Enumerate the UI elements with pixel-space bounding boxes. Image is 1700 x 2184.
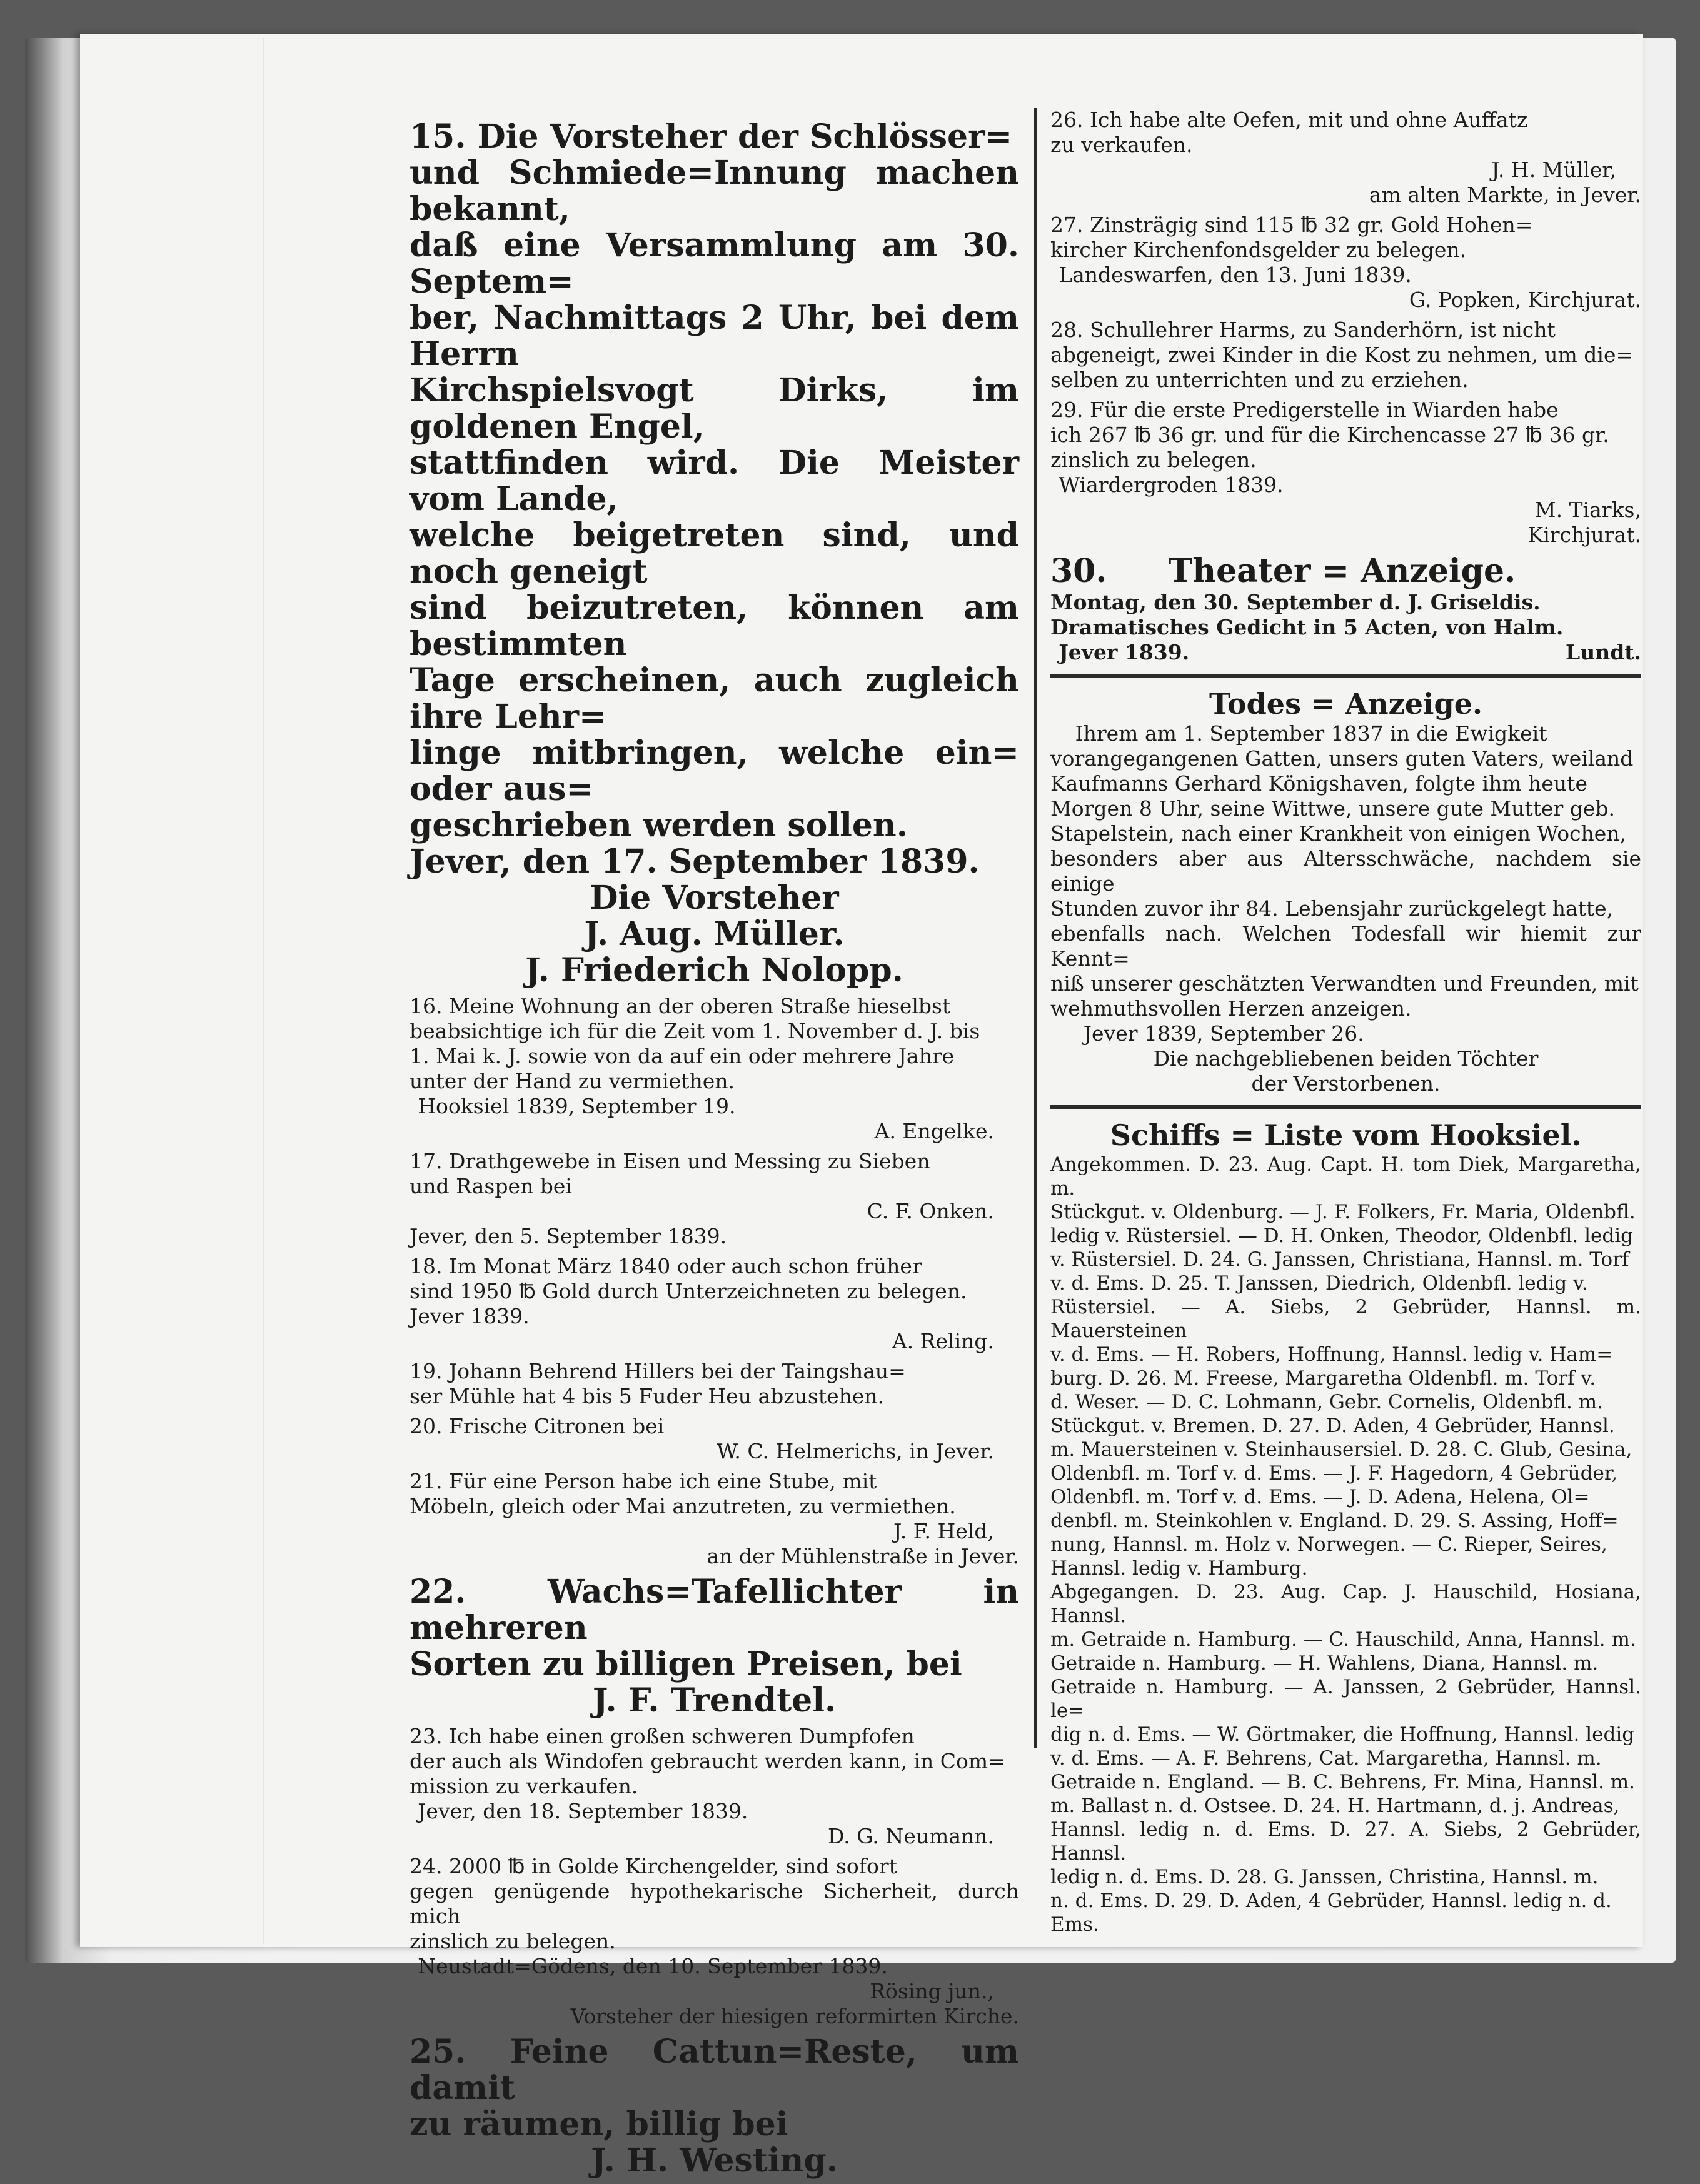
notice-date: Hooksiel 1839, September 19. [418,1094,736,1118]
notice-28 [1050,318,1641,393]
page-fold [263,38,264,1944]
notice-text: Stunden zuvor ihr 84. Lebensjahr zurückgelegt hatte, [1050,896,1614,921]
notice-text: 27. Zinsträgig sind 115 ℔ 32 gr. Gold Hohen= [1050,213,1533,237]
notice-date: Landeswarfen, den 13. Juni 1839. [1059,263,1412,287]
notice-text: Morgen 8 Uhr, seine Wittwe, unsere gute Mutter geb. [1050,796,1616,821]
notice-text: wehmuthsvollen Herzen anzeigen. [1050,996,1412,1021]
ship-list-line: Hannsl. ledig v. Hamburg. [1050,1557,1308,1580]
notice-text: zu räumen, billig bei [410,2105,788,2143]
notice-address: an der Mühlenstraße in Jever. [707,1544,1019,1568]
ship-list-line: Angekommen. D. 23. Aug. Capt. H. tom Diek, Margaretha, m. [1050,1153,1641,1200]
notice-text: gegen genügende hypothekarische Sicherheit, durch mich [410,1879,1019,1928]
notice-date: Jever, den 5. September 1839. [410,1224,727,1248]
notice-text: abgeneigt, zwei Kinder in die Kost zu nehmen, um die= [1050,343,1634,367]
notice-27 [1050,213,1641,313]
notice-text: Kirchspielsvogt Dirks, im goldenen Engel, [410,371,1019,446]
notice-date: Jever, den 18. September 1839. [418,1799,748,1823]
notice-text: ich 267 ℔ 36 gr. und für die Kirchencasse 27 ℔ 36 gr. [1050,423,1609,447]
notice-15 [410,119,1019,989]
notice-text: geschrieben werden sollen. [410,806,908,844]
notice-text: sind 1950 ℔ Gold durch Unterzeichneten zu belegen. [410,1279,967,1303]
notice-text: daß eine Versammlung am 30. Septem= [410,226,1019,301]
notice-signature: W. C. Helmerichs, in Jever. [717,1439,994,1463]
notice-signature: J. H. Westing. [591,2141,838,2180]
ship-list-line: m. Ballast n. d. Ostsee. D. 24. H. Hartmann, d. j. Andreas, [1050,1795,1620,1817]
section-rule [1050,674,1641,678]
ship-list-line: v. d. Ems. — H. Robers, Hoffnung, Hannsl. ledig v. Ham= [1050,1343,1613,1366]
notice-text: selben zu unterrichten und zu erziehen. [1050,368,1469,392]
notice-address: Vorsteher der hiesigen reformirten Kirche. [570,2004,1019,2028]
notice-signature: A. Reling. [892,1329,994,1353]
notice-text: 16. Meine Wohnung an der oberen Straße hieselbst [410,994,951,1018]
notice-signature: J. F. Held, [893,1519,994,1543]
notice-23 [410,1724,1019,1849]
notice-text: unter der Hand zu vermiethen. [410,1069,735,1093]
notice-text: Tage erscheinen, auch zugleich ihre Lehr= [410,661,1019,736]
notice-29 [1050,398,1641,548]
notice-text: 21. Für eine Person habe ich eine Stube, mit [410,1469,877,1493]
ship-list-line: Getraide n. Hamburg. — H. Wahlens, Diana, Hannsl. m. [1050,1652,1599,1675]
notice-text: niß unserer geschätzten Verwandten und Freunden, mit [1050,971,1639,996]
notice-text: welche beigetreten sind, und noch geneigt [410,516,1019,591]
notice-text: und Raspen bei [410,1174,572,1198]
notice-19 [410,1359,1019,1409]
ship-list-line: nung, Hannsl. m. Holz v. Norwegen. — C. Rieper, Seires, [1050,1533,1607,1556]
notice-text: 23. Ich habe einen großen schweren Dumpfofen [410,1724,915,1748]
notice-signature: C. F. Onken. [867,1199,994,1223]
notice-text: besonders aber aus Altersschwäche, nachdem sie einige [1050,846,1641,896]
notice-26 [1050,108,1641,208]
ship-list-line: Oldenbfl. m. Torf v. d. Ems. — J. D. Adena, Helena, Ol= [1050,1486,1590,1508]
notice-signature: Rösing jun., [870,1979,994,2003]
notice-text: vorangegangenen Gatten, unsers guten Vaters, weiland [1050,746,1634,771]
notice-text: 25. Feine Cattun=Reste, um damit [410,2033,1019,2107]
notice-text: zu verkaufen. [1050,133,1193,157]
ship-list-line: v. Rüstersiel. D. 24. G. Janssen, Christiana, Hannsl. m. Torf [1050,1248,1629,1271]
notice-date: Neustadt=Gödens, den 10. September 1839. [418,1954,888,1978]
section-title: Schiffs = Liste vom Hooksiel. [1110,1118,1582,1152]
ship-list-line: n. d. Ems. D. 29. D. Aden, 4 Gebrüder, Hannsl. ledig n. d. [1050,1890,1612,1912]
notice-text: 17. Drathgewebe in Eisen und Messing zu Sieben [410,1149,930,1173]
ship-list-line: Oldenbfl. m. Torf v. d. Ems. — J. F. Hagedorn, 4 Gebrüder, [1050,1462,1618,1485]
notice-20 [410,1414,1019,1464]
notice-text: 29. Für die erste Predigerstelle in Wiarden habe [1050,398,1559,422]
notice-text: Möbeln, gleich oder Mai anzutreten, zu vermiethen. [410,1494,956,1518]
theater-heading [1050,553,1641,590]
notice-22 [410,1574,1019,1719]
notice-text: 1. Mai k. J. sowie von da auf ein oder mehrere Jahre [410,1044,955,1068]
notice-text: Ihrem am 1. September 1837 in die Ewigkeit [1075,721,1547,746]
notice-signature: A. Engelke. [874,1119,994,1143]
notice-text: 19. Johann Behrend Hillers bei der Taingshau= [410,1359,906,1383]
notice-signature: M. Tiarks, [1534,498,1641,522]
notice-signature: Die Vorsteher [590,879,839,917]
notice-text: 22. Wachs=Tafellichter in mehreren [410,1573,1019,1647]
column-divider [1034,108,1037,1748]
notice-18 [410,1254,1019,1354]
notice-date: Wiardergroden 1839. [1059,473,1284,497]
notice-title: Theater = Anzeige. [1168,552,1516,590]
notice-text: Sorten zu billigen Preisen, bei [410,1645,962,1683]
notice-16 [410,994,1019,1144]
notice-signature: J. H. Müller, [1491,158,1616,182]
notice-text: Stapelstein, nach einer Krankheit von einigen Wochen, [1050,821,1627,846]
notice-text: 18. Im Monat März 1840 oder auch schon früher [410,1254,922,1278]
ship-list-line: Hannsl. ledig n. d. Ems. D. 27. A. Siebs, 2 Gebrüder, Hannsl. [1050,1818,1641,1865]
notice-text: beabsichtige ich für die Zeit vom 1. November d. J. bis [410,1019,980,1043]
ship-list-line: denbfl. m. Steinkohlen v. England. D. 29. S. Assing, Hoff= [1050,1510,1619,1532]
section-rule [1050,1105,1641,1109]
death-notice [1050,686,1641,1096]
notice-text: und Schmiede=Innung machen bekannt, [410,154,1019,228]
notice-text: zinslich zu belegen. [1050,448,1257,472]
ship-list [1050,1118,1641,1936]
section-title: Todes = Anzeige. [1209,687,1482,721]
ship-list-line: v. d. Ems. D. 25. T. Janssen, Diedrich, Oldenbfl. ledig v. [1050,1272,1588,1295]
theater-notice [1050,553,1641,665]
notice-text: stattfinden wird. Die Meister vom Lande, [410,444,1019,518]
notice-text: Kaufmanns Gerhard Königshaven, folgte ihm heute [1050,771,1587,796]
ship-list-line: m. Mauersteinen v. Steinhausersiel. D. 28. C. Glub, Gesina, [1050,1438,1632,1461]
notice-text: mission zu verkaufen. [410,1774,638,1798]
notice-signature: Die nachgebliebenen beiden Töchter [1153,1046,1539,1071]
notice-signature: D. G. Neumann. [827,1824,994,1848]
notice-text: linge mitbringen, welche ein= oder aus= [410,734,1019,808]
notice-text: 24. 2000 ℔ in Golde Kirchengelder, sind sofort [410,1854,897,1878]
notice-text: zinslich zu belegen. [410,1929,616,1953]
notice-signature: G. Popken, Kirchjurat. [1409,288,1641,312]
notice-text: 15. Die Vorsteher der Schlösser= [410,118,1013,156]
notice-text: Montag, den 30. September d. J. Griseldis. [1050,590,1541,614]
ship-list-line: d. Weser. — D. C. Lohmann, Gebr. Cornelis, Oldenbfl. m. [1050,1391,1603,1413]
ship-list-line: v. d. Ems. — A. F. Behrens, Cat. Margaretha, Hannsl. m. [1050,1747,1602,1770]
notice-text: 20. Frische Citronen bei [410,1414,665,1438]
notice-date: Jever, den 17. September 1839. [410,843,980,881]
notice-date: Jever 1839. [1059,640,1190,664]
notice-text: 26. Ich habe alte Oefen, mit und ohne Auffatz [1050,108,1528,132]
notice-text: 28. Schullehrer Harms, zu Sanderhörn, ist nicht [1050,318,1556,342]
notice-text: ser Mühle hat 4 bis 5 Fuder Heu abzustehen. [410,1384,885,1408]
notice-signature: Lundt. [1566,640,1641,664]
notice-signature: J. Friederich Nolopp. [525,951,903,989]
ship-list-line: Abgegangen. D. 23. Aug. Cap. J. Hauschild, Hosiana, Hannsl. [1050,1581,1641,1627]
notice-text: der auch als Windofen gebraucht werden kann, in Com= [410,1749,1005,1773]
ship-list-line: Getraide n. England. — B. C. Behrens, Fr. Mina, Hannsl. m. [1050,1771,1636,1793]
notice-text: ber, Nachmittags 2 Uhr, bei dem Herrn [410,299,1019,373]
ship-list-line: ledig n. d. Ems. D. 28. G. Janssen, Christina, Hannsl. m. [1050,1866,1599,1888]
notice-text: kircher Kirchenfondsgelder zu belegen. [1050,238,1467,262]
ship-list-line: ledig v. Rüstersiel. — D. H. Onken, Theodor, Oldenbfl. ledig [1050,1225,1633,1247]
ship-list-line: Ems. [1050,1913,1099,1936]
ship-list-line: dig n. d. Ems. — W. Görtmaker, die Hoffnung, Hannsl. ledig [1050,1723,1635,1746]
right-column [1050,108,1641,1941]
ship-list-line: Getraide n. Hamburg. — A. Janssen, 2 Gebrüder, Hannsl. le= [1050,1676,1641,1722]
left-column [410,119,1019,2184]
ship-list-line: burg. D. 26. M. Freese, Margaretha Oldenbfl. m. Torf v. [1050,1367,1596,1390]
ship-list-line: Stückgut. v. Bremen. D. 27. D. Aden, 4 Gebrüder, Hannsl. [1050,1415,1615,1437]
notice-signature: J. Aug. Müller. [584,915,845,953]
notice-address: am alten Markte, in Jever. [1369,183,1641,207]
notice-date: Jever 1839. [410,1304,530,1328]
notice-date: Jever 1839, September 26. [1083,1021,1364,1046]
notice-signature: J. F. Trendtel. [592,1681,837,1720]
notice-25 [410,2034,1019,2179]
ship-list-line: m. Getraide n. Hamburg. — C. Hauschild, Anna, Hannsl. m. [1050,1628,1636,1651]
notice-signature: der Verstorbenen. [1251,1071,1441,1096]
notice-text: ebenfalls nach. Welchen Todesfall wir hiemit zur Kennt= [1050,921,1641,971]
notice-24 [410,1854,1019,2029]
notice-text: Dramatisches Gedicht in 5 Acten, von Halm. [1050,615,1564,639]
ship-list-line: Rüstersiel. — A. Siebs, 2 Gebrüder, Hannsl. m. Mauersteinen [1050,1296,1641,1342]
ship-list-line: Stückgut. v. Oldenburg. — J. F. Folkers, Fr. Maria, Oldenbfl. [1050,1201,1636,1223]
notice-17 [410,1149,1019,1249]
notice-text: sind beizutreten, können am bestimmten [410,589,1019,663]
notice-role: Kirchjurat. [1527,523,1641,547]
notice-number: 30. [1050,552,1107,590]
notice-21 [410,1469,1019,1569]
notice-footer [1050,640,1641,665]
